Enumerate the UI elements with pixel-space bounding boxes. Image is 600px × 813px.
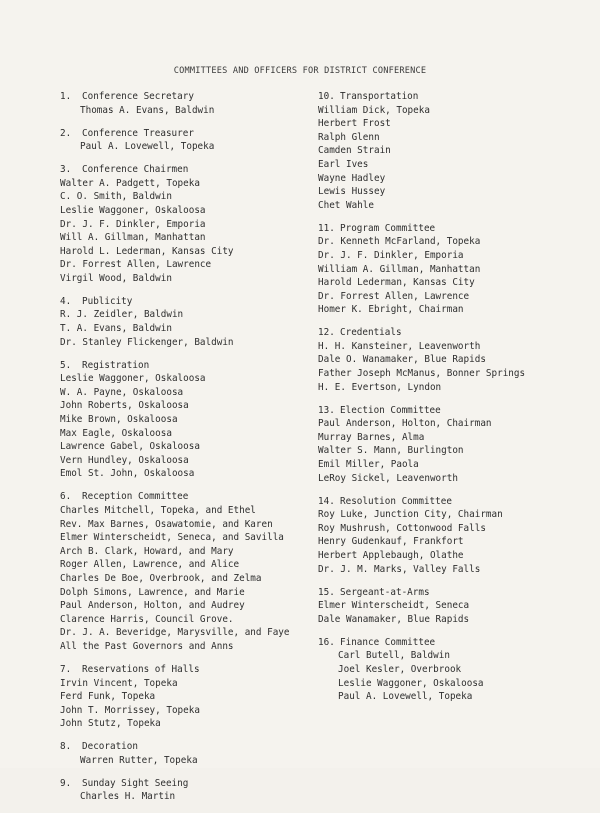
member-line: Camden Strain — [318, 145, 391, 157]
member-line: Dr. J. F. Dinkler, Emporia — [318, 249, 464, 261]
committee-title: Election Committee — [340, 404, 441, 416]
member-line: Lewis Hussey — [318, 186, 386, 198]
committee-title: Decoration — [82, 741, 138, 753]
committee-number: 3. — [60, 164, 72, 176]
committee-heading — [318, 404, 525, 418]
member-line: Lawrence Gabel, Oskaloosa — [60, 441, 200, 453]
member-line: Leslie Waggoner, Oskaloosa — [60, 373, 206, 385]
left-column — [60, 90, 290, 813]
committee-heading — [60, 777, 290, 791]
member-line: R. J. Zeidler, Baldwin — [60, 309, 184, 321]
member-line: T. A. Evans, Baldwin — [60, 323, 172, 335]
member-line: Vern Hundley, Oskaloosa — [60, 454, 189, 466]
member-line: Dr. J. A. Beveridge, Marysville, and Faye — [60, 627, 290, 639]
member-line: Elmer Winterscheidt, Seneca — [318, 600, 470, 612]
member-line: Carl Butell, Baldwin — [338, 650, 450, 662]
member-line: Irvin Vincent, Topeka — [60, 677, 178, 689]
committee-heading — [60, 740, 290, 754]
committee-section — [318, 404, 525, 486]
committee-heading — [60, 295, 290, 309]
member-line: Walter A. Padgett, Topeka — [60, 177, 200, 189]
member-line: Charles H. Martin — [80, 791, 176, 803]
member-line: Herbert Frost — [318, 118, 391, 130]
committee-section — [60, 777, 290, 804]
committee-title: Credentials — [340, 327, 402, 339]
member-line: Roy Luke, Junction City, Chairman — [318, 509, 503, 521]
committee-section — [318, 90, 525, 212]
member-line: John T. Morrissey, Topeka — [60, 704, 200, 716]
committee-number: 13. — [318, 404, 335, 416]
member-line: Virgil Wood, Baldwin — [60, 272, 172, 284]
member-line: Roy Mushrush, Cottonwood Falls — [318, 522, 486, 534]
committee-heading — [318, 636, 525, 650]
committee-number: 7. — [60, 663, 72, 675]
member-line: Paul A. Lovewell, Topeka — [338, 691, 473, 703]
committee-section — [318, 326, 525, 394]
member-line: Leslie Waggoner, Oskaloosa — [60, 204, 206, 216]
member-line: H. H. Kansteiner, Leavenworth — [318, 340, 481, 352]
committee-heading — [318, 90, 525, 104]
committee-title: Conference Secretary — [82, 91, 194, 102]
committee-number: 15. — [318, 586, 335, 598]
member-line: Dr. J. M. Marks, Valley Falls — [318, 563, 481, 575]
member-line: Dolph Simons, Lawrence, and Marie — [60, 586, 245, 598]
member-line: Wayne Hadley — [318, 172, 386, 184]
committee-heading — [60, 90, 290, 104]
member-line: Joel Kesler, Overbrook — [338, 663, 462, 675]
member-line: Roger Allen, Lawrence, and Alice — [60, 559, 240, 571]
member-line: Arch B. Clark, Howard, and Mary — [60, 545, 234, 557]
committee-number: 1. — [60, 91, 72, 102]
member-line: Paul A. Lovewell, Topeka — [80, 141, 215, 153]
member-line: William A. Gillman, Manhattan — [318, 263, 481, 275]
member-line: Walter S. Mann, Burlington — [318, 445, 464, 457]
member-line: John Roberts, Oskaloosa — [60, 400, 189, 412]
committee-number: 2. — [60, 127, 72, 139]
member-line: Murray Barnes, Alma — [318, 431, 425, 443]
committee-title: Publicity — [82, 295, 133, 307]
committee-title: Reservations of Halls — [82, 663, 200, 675]
member-line: Will A. Gillman, Manhattan — [60, 232, 206, 244]
committee-section — [60, 490, 290, 653]
member-line: Charles De Boe, Overbrook, and Zelma — [60, 572, 262, 584]
committee-section — [60, 90, 290, 117]
member-line: Warren Rutter, Topeka — [80, 754, 198, 766]
member-line: Chet Wahle — [318, 199, 374, 211]
committee-number: 9. — [60, 777, 72, 789]
member-line: Clarence Harris, Council Grove. — [60, 613, 234, 625]
committee-heading — [318, 586, 525, 600]
committee-heading — [318, 495, 525, 509]
member-line: Paul Anderson, Holton, Chairman — [318, 418, 492, 430]
committee-title: Sergeant-at-Arms — [340, 586, 430, 598]
member-line: Dr. J. F. Dinkler, Emporia — [60, 218, 206, 230]
committee-heading — [60, 127, 290, 141]
member-line: Herbert Applebaugh, Olathe — [318, 549, 464, 561]
member-line: LeRoy Sickel, Leavenworth — [318, 472, 458, 484]
committee-section — [60, 740, 290, 767]
member-line: Emol St. John, Oskaloosa — [60, 468, 195, 480]
committee-section — [60, 295, 290, 349]
committee-section — [318, 222, 525, 317]
member-line: Dr. Forrest Allen, Lawrence — [60, 259, 212, 271]
member-line: Charles Mitchell, Topeka, and Ethel — [60, 504, 256, 516]
member-line: Leslie Waggoner, Oskaloosa — [338, 677, 484, 689]
committee-heading — [60, 359, 290, 373]
member-line: Harold L. Lederman, Kansas City — [60, 245, 234, 257]
committee-section — [60, 663, 290, 731]
member-line: Rev. Max Barnes, Osawatomie, and Karen — [60, 518, 273, 530]
page-title: COMMITTEES AND OFFICERS FOR DISTRICT CONFERENCE — [173, 66, 427, 76]
member-line: Paul Anderson, Holton, and Audrey — [60, 600, 245, 612]
committee-heading — [318, 326, 525, 340]
committee-heading — [318, 222, 525, 236]
committee-title: Sunday Sight Seeing — [82, 777, 189, 789]
committee-number: 8. — [60, 741, 72, 753]
committee-number: 4. — [60, 295, 72, 307]
committee-number: 14. — [318, 495, 335, 507]
member-line: All the Past Governors and Anns — [60, 640, 234, 652]
member-line: John Stutz, Topeka — [60, 718, 161, 730]
committee-title: Resolution Committee — [340, 495, 452, 507]
committee-number: 5. — [60, 359, 72, 371]
member-line: Elmer Winterscheidt, Seneca, and Savilla — [60, 532, 284, 544]
member-line: Dr. Stanley Flickenger, Baldwin — [60, 336, 234, 348]
committee-number: 12. — [318, 327, 335, 339]
committee-heading — [60, 663, 290, 677]
member-line: Harold Lederman, Kansas City — [318, 277, 475, 289]
committee-title: Conference Treasurer — [82, 127, 194, 139]
member-line: Dale Wanamaker, Blue Rapids — [318, 613, 470, 625]
member-line: Emil Miller, Paola — [318, 459, 419, 471]
committee-heading — [60, 490, 290, 504]
right-column — [318, 90, 525, 713]
committee-title: Transportation — [340, 91, 419, 102]
member-line: William Dick, Topeka — [318, 104, 430, 116]
member-line: Homer K. Ebright, Chairman — [318, 304, 464, 316]
committee-section — [60, 359, 290, 481]
committee-title: Conference Chairmen — [82, 164, 189, 176]
member-line: Dr. Forrest Allen, Lawrence — [318, 290, 470, 302]
committee-number: 11. — [318, 222, 335, 234]
member-line: Dr. Kenneth McFarland, Topeka — [318, 236, 481, 248]
committee-title: Registration — [82, 359, 150, 371]
committee-number: 16. — [318, 636, 335, 648]
member-line: H. E. Evertson, Lyndon — [318, 381, 442, 393]
committee-title: Program Committee — [340, 222, 436, 234]
member-line: Ferd Funk, Topeka — [60, 691, 156, 703]
committee-section — [318, 586, 525, 627]
member-line: Dale O. Wanamaker, Blue Rapids — [318, 354, 486, 366]
member-line: W. A. Payne, Oskaloosa — [60, 386, 184, 398]
committee-number: 6. — [60, 491, 72, 503]
member-line: Henry Gudenkauf, Frankfort — [318, 536, 464, 548]
committee-section — [60, 127, 290, 154]
committee-number: 10. — [318, 91, 335, 102]
committee-section — [318, 636, 525, 704]
member-line: Max Eagle, Oskaloosa — [60, 427, 172, 439]
committee-title: Finance Committee — [340, 636, 436, 648]
member-line: Earl Ives — [318, 158, 369, 170]
member-line: Mike Brown, Oskaloosa — [60, 414, 178, 426]
member-line: Father Joseph McManus, Bonner Springs — [318, 368, 526, 380]
member-line: C. O. Smith, Baldwin — [60, 191, 172, 203]
committee-title: Reception Committee — [82, 491, 189, 503]
committee-section — [60, 163, 290, 285]
member-line: Thomas A. Evans, Baldwin — [80, 104, 215, 116]
member-line: Ralph Glenn — [318, 131, 380, 143]
committee-heading — [60, 163, 290, 177]
committee-section — [318, 495, 525, 577]
